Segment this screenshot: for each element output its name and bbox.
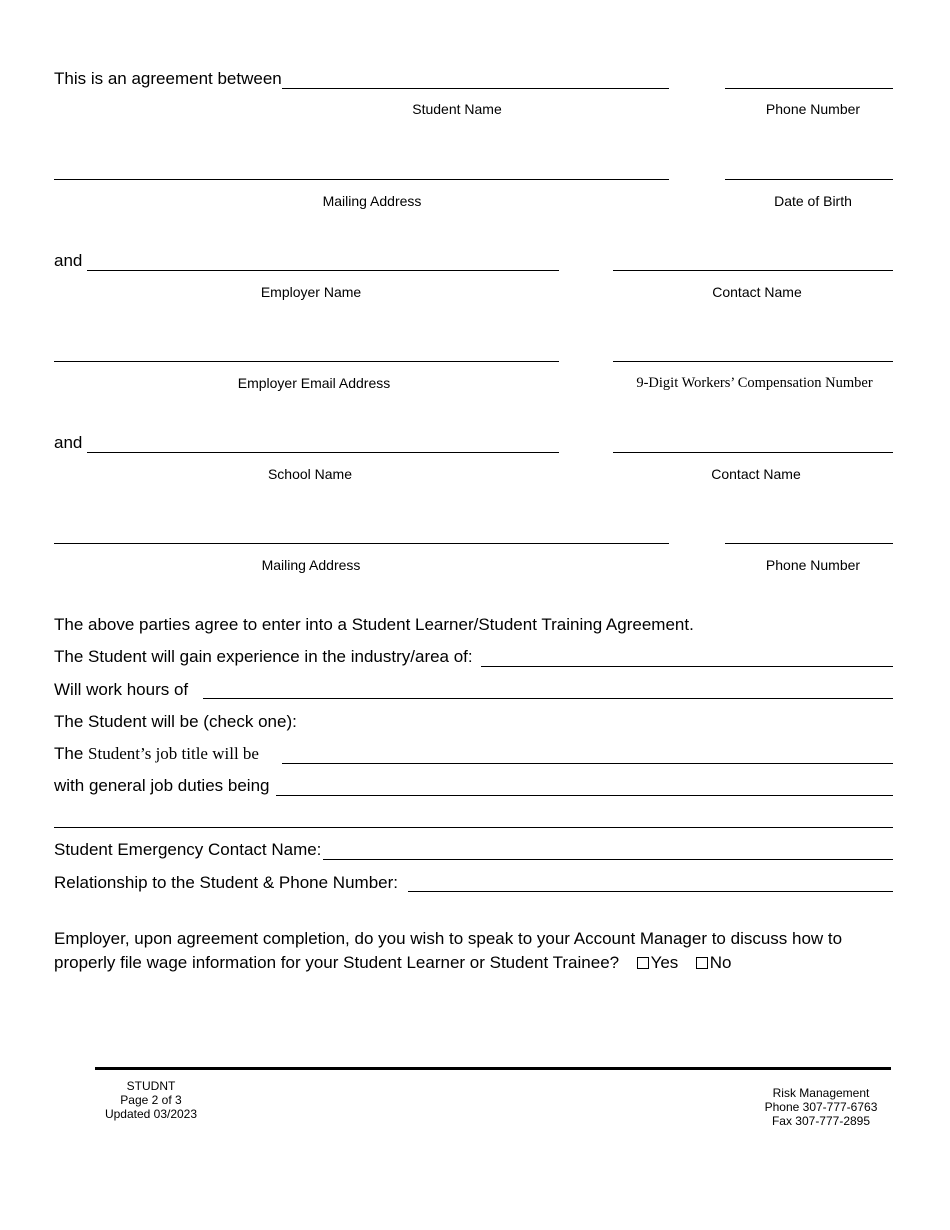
and-school: and: [54, 433, 83, 452]
job-title-field[interactable]: [282, 763, 893, 764]
school-phone-label: Phone Number: [765, 557, 861, 573]
employer-question-text: properly file wage information for your Student Learner or Student Trainee?: [54, 953, 620, 972]
no-label: No: [709, 953, 732, 972]
footer-rule: [95, 1067, 891, 1070]
school-name-field[interactable]: [87, 452, 559, 453]
hours-label: Will work hours of: [54, 680, 189, 699]
dob-field[interactable]: [725, 179, 893, 180]
hours-field[interactable]: [203, 698, 893, 699]
wc-number-field[interactable]: [613, 361, 893, 362]
no-checkbox[interactable]: [696, 957, 708, 969]
relationship-field[interactable]: [408, 891, 893, 892]
job-title-label: The Student’s job title will be: [54, 744, 259, 763]
employer-email-label: Employer Email Address: [237, 375, 391, 391]
yes-checkbox[interactable]: [637, 957, 649, 969]
employer-contact-label: Contact Name: [712, 284, 802, 300]
employer-name-field[interactable]: [87, 270, 559, 271]
student-mailing-label: Mailing Address: [322, 193, 422, 209]
employer-question-line2: [54, 953, 732, 973]
page-number: Page 2 of 3: [120, 1093, 182, 1107]
footer-fax: Fax 307-777-2895: [771, 1114, 871, 1128]
industry-field[interactable]: [481, 666, 893, 667]
dob-label: Date of Birth: [774, 193, 852, 209]
parties-statement: The above parties agree to enter into a Student Learner/Student Training Agreement.: [54, 615, 694, 634]
duties-field-continued[interactable]: [54, 827, 893, 828]
form-code: STUDNT: [126, 1079, 176, 1093]
wc-number-label: 9-Digit Workers’ Compensation Number: [636, 375, 873, 391]
duties-label: with general job duties being: [54, 776, 270, 795]
and-employer: and: [54, 251, 83, 270]
footer-dept: Risk Management: [772, 1086, 870, 1100]
student-phone-field[interactable]: [725, 88, 893, 89]
check-one-label: The Student will be (check one):: [54, 712, 297, 731]
school-name-label: School Name: [267, 466, 353, 482]
emergency-contact-label: Student Emergency Contact Name:: [54, 840, 322, 859]
updated-date: Updated 03/2023: [104, 1107, 198, 1121]
footer-phone: Phone 307-777-6763: [764, 1100, 878, 1114]
industry-label: The Student will gain experience in the industry/area of:: [54, 647, 473, 666]
employer-email-field[interactable]: [54, 361, 559, 362]
employer-contact-field[interactable]: [613, 270, 893, 271]
emergency-contact-field[interactable]: [323, 859, 893, 860]
school-mailing-field[interactable]: [54, 543, 669, 544]
employer-question-line1: Employer, upon agreement completion, do you wish to speak to your Account Manager to discuss how to: [54, 929, 843, 948]
school-contact-label: Contact Name: [711, 466, 801, 482]
student-name-label: Student Name: [412, 101, 502, 117]
school-mailing-label: Mailing Address: [261, 557, 361, 573]
duties-field[interactable]: [276, 795, 893, 796]
yes-label: Yes: [650, 953, 679, 972]
relationship-label: Relationship to the Student & Phone Number:: [54, 873, 398, 892]
employer-name-label: Employer Name: [260, 284, 362, 300]
school-phone-field[interactable]: [725, 543, 893, 544]
school-contact-field[interactable]: [613, 452, 893, 453]
student-mailing-field[interactable]: [54, 179, 669, 180]
agreement-intro: This is an agreement between: [54, 69, 282, 88]
student-name-field[interactable]: [282, 88, 669, 89]
student-phone-label: Phone Number: [765, 101, 861, 117]
